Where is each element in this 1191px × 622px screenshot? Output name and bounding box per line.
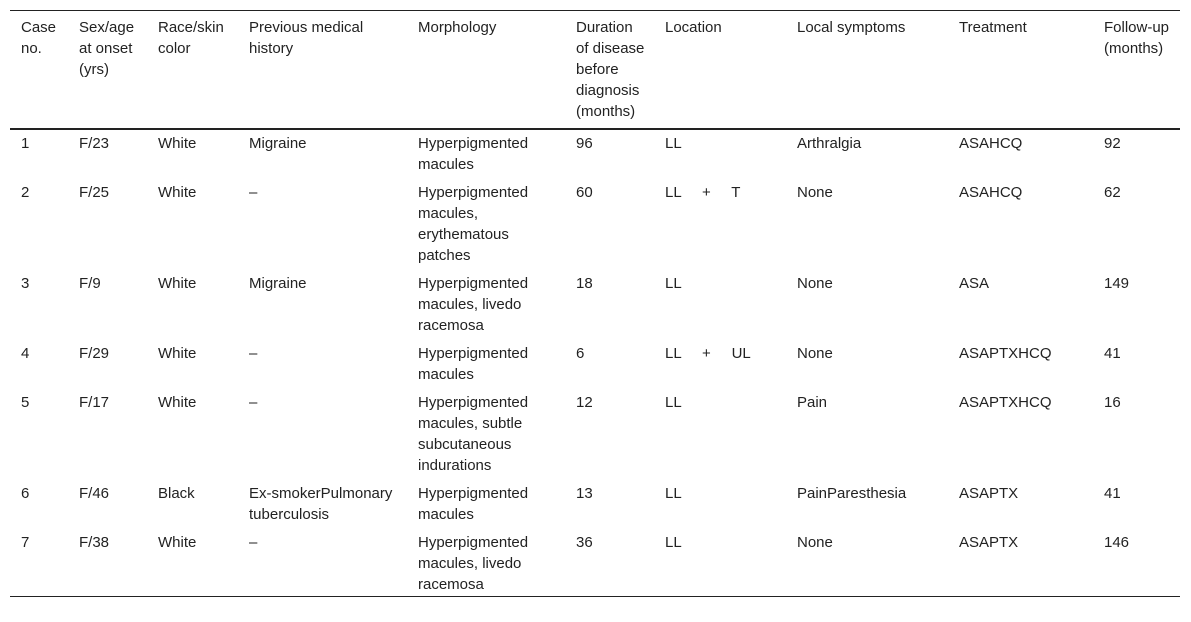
cell-symptoms: None xyxy=(797,534,833,551)
header-duration: Duration of disease before diagnosis (months) xyxy=(576,19,645,120)
header-follow-up: Follow-up (months) xyxy=(1104,19,1170,57)
header-case-no: Case no. xyxy=(21,19,57,57)
cell-case-no: 7 xyxy=(21,534,30,551)
table-row xyxy=(10,337,1180,386)
cell-case-no: 1 xyxy=(21,135,30,152)
cell-follow-up: 41 xyxy=(1104,345,1121,362)
table-row xyxy=(10,129,1180,176)
cell-sex-age: F/23 xyxy=(79,135,110,152)
cell-sex-age: F/9 xyxy=(79,275,101,292)
cell-location: LL xyxy=(665,394,682,411)
cell-duration: 36 xyxy=(576,534,593,551)
cell-sex-age: F/46 xyxy=(79,485,110,502)
cell-sex-age: F/29 xyxy=(79,345,110,362)
cell-symptoms: Pain xyxy=(797,394,828,411)
cell-race: White xyxy=(158,275,197,292)
cell-sex-age: F/25 xyxy=(79,184,110,201)
table-row xyxy=(10,526,1180,597)
cell-follow-up: 16 xyxy=(1104,394,1121,411)
cell-history: Migraine xyxy=(249,275,307,292)
header-row xyxy=(10,11,1180,130)
cell-symptoms: None xyxy=(797,184,833,201)
cell-treatment: ASAHCQ xyxy=(959,184,1023,201)
cell-follow-up: 146 xyxy=(1104,534,1130,551)
cell-race: White xyxy=(158,394,197,411)
cell-case-no: 4 xyxy=(21,345,30,362)
cell-treatment: ASAPTXHCQ xyxy=(959,394,1052,411)
cell-location: LL xyxy=(665,485,682,502)
cell-case-no: 2 xyxy=(21,184,30,201)
cell-history: Ex-smokerPulmonary tuberculosis xyxy=(249,485,393,523)
cell-history: – xyxy=(249,534,258,551)
cell-duration: 13 xyxy=(576,485,593,502)
cell-duration: 60 xyxy=(576,184,593,201)
cell-treatment: ASA xyxy=(959,275,990,292)
case-table-container xyxy=(10,10,1180,597)
cell-morphology: Hyperpigmented macules xyxy=(418,345,529,383)
cell-location: LL xyxy=(665,534,682,551)
cell-race: White xyxy=(158,184,197,201)
cell-morphology: Hyperpigmented macules, erythematous patches xyxy=(418,184,529,264)
cell-follow-up: 62 xyxy=(1104,184,1121,201)
cell-follow-up: 149 xyxy=(1104,275,1130,292)
cell-race: White xyxy=(158,345,197,362)
cell-duration: 6 xyxy=(576,345,585,362)
cell-morphology: Hyperpigmented macules, subtle subcutaneous indurations xyxy=(418,394,529,474)
cell-treatment: ASAPTX xyxy=(959,534,1019,551)
header-symptoms: Local symptoms xyxy=(797,19,906,36)
table-row xyxy=(10,267,1180,337)
cell-treatment: ASAHCQ xyxy=(959,135,1023,152)
table-body xyxy=(10,129,1180,597)
cell-location: LL + T xyxy=(665,184,741,201)
cell-race: Black xyxy=(158,485,195,502)
cell-location: LL + UL xyxy=(665,345,751,362)
header-sex-age: Sex/age at onset (yrs) xyxy=(79,19,135,78)
cell-race: White xyxy=(158,534,197,551)
cell-morphology: Hyperpigmented macules xyxy=(418,485,529,523)
table-header xyxy=(10,11,1180,130)
header-morphology: Morphology xyxy=(418,19,497,36)
cell-sex-age: F/17 xyxy=(79,394,110,411)
cell-treatment: ASAPTX xyxy=(959,485,1019,502)
cell-duration: 12 xyxy=(576,394,593,411)
cell-morphology: Hyperpigmented macules xyxy=(418,135,529,173)
cell-case-no: 5 xyxy=(21,394,30,411)
table-row xyxy=(10,386,1180,477)
cell-location: LL xyxy=(665,135,682,152)
cell-symptoms: None xyxy=(797,345,833,362)
cell-treatment: ASAPTXHCQ xyxy=(959,345,1052,362)
cell-history: – xyxy=(249,345,258,362)
cell-follow-up: 92 xyxy=(1104,135,1121,152)
cell-location: LL xyxy=(665,275,682,292)
cell-case-no: 3 xyxy=(21,275,30,292)
table-row xyxy=(10,176,1180,267)
cell-race: White xyxy=(158,135,197,152)
cell-symptoms: PainParesthesia xyxy=(797,485,907,502)
cell-history: Migraine xyxy=(249,135,307,152)
cell-case-no: 6 xyxy=(21,485,30,502)
header-history: Previous medical history xyxy=(249,19,364,57)
table-row xyxy=(10,477,1180,526)
cell-sex-age: F/38 xyxy=(79,534,110,551)
header-race: Race/skin color xyxy=(158,19,224,57)
cell-morphology: Hyperpigmented macules, livedo racemosa xyxy=(418,534,529,593)
cell-morphology: Hyperpigmented macules, livedo racemosa xyxy=(418,275,529,334)
cell-duration: 96 xyxy=(576,135,593,152)
case-table xyxy=(10,10,1180,597)
cell-follow-up: 41 xyxy=(1104,485,1121,502)
cell-history: – xyxy=(249,394,258,411)
header-treatment: Treatment xyxy=(959,19,1027,36)
header-location: Location xyxy=(665,19,722,36)
cell-duration: 18 xyxy=(576,275,593,292)
cell-symptoms: None xyxy=(797,275,833,292)
cell-history: – xyxy=(249,184,258,201)
cell-symptoms: Arthralgia xyxy=(797,135,862,152)
